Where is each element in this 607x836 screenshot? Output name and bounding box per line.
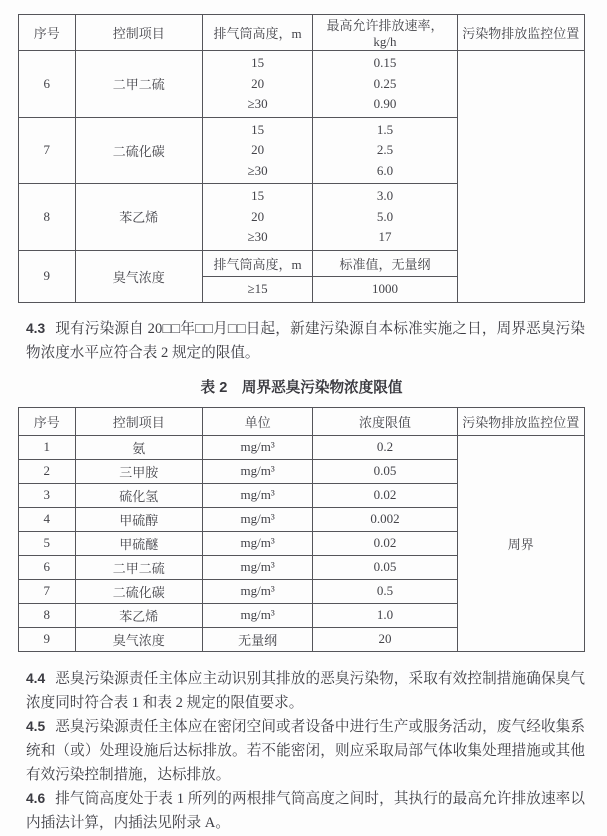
column-header: 浓度限值 [313,407,457,435]
stack-height-value: 20 [251,142,265,157]
clause-4-5 [18,715,585,787]
row-number-cell: 6 [19,555,76,579]
emission-rate-value: 2.5 [376,142,394,157]
control-item-cell: 苯乙烯 [75,603,202,627]
stack-height-value: 15 [251,188,265,203]
table-2-title: 表 2 周界恶臭污染物浓度限值 [200,379,403,396]
emission-rate-value: 3.0 [376,188,394,203]
column-header: 序号 [19,407,76,435]
table-row [19,435,585,459]
unit-cell: mg/m³ [202,579,312,603]
table-1-header-row [19,15,585,51]
limit-cell: 1.0 [313,603,457,627]
control-item-cell: 臭气浓度 [75,627,202,651]
row-number-cell: 3 [19,483,76,507]
emission-rate-value: 0.25 [373,75,397,91]
emission-rate-value: 6.0 [376,162,394,178]
emission-rate-value: 0.15 [373,55,397,70]
limit-cell: 20 [313,627,457,651]
odor-subheader-value: 标准值，无量纲 [313,250,457,276]
control-item-cell: 二甲二硫 [75,555,202,579]
clause-4-4 [18,667,585,715]
unit-cell: mg/m³ [202,531,312,555]
control-item-cell: 硫化氢 [75,483,202,507]
stack-height-value: ≥30 [247,162,268,178]
table-2-concentration-limits [18,407,585,652]
unit-cell: mg/m³ [202,603,312,627]
control-item-cell: 臭气浓度 [75,250,202,302]
table-1-emission-rates [18,14,585,303]
emission-rate-value: 17 [378,229,392,244]
row-number-cell: 8 [19,603,76,627]
emission-rate-value: 0.90 [373,96,397,111]
stack-height-value: 15 [251,121,265,137]
unit-cell: mg/m³ [202,483,312,507]
control-item-cell: 二硫化碳 [75,117,202,184]
limit-cell: 0.02 [313,531,457,555]
clause-number: 4.6 [26,790,46,806]
stack-height-value: ≥30 [247,229,268,244]
clause-text: 恶臭污染源责任主体应在密闭空间或者设备中进行生产或服务活动，废气经收集系统和（或）处理设施后达标排放。若不能密闭，则应采取局部气体收集处理措施或其他有效污染控制措施，达标排放。 [26,718,585,783]
unit-cell: mg/m³ [202,435,312,459]
clause-4-3 [18,317,585,365]
emission-rate-value: 1.5 [376,121,394,137]
limit-cell: 0.5 [313,579,457,603]
row-number-cell: 5 [19,531,76,555]
row-number-cell: 2 [19,459,76,483]
row-number-cell: 8 [19,184,76,251]
row-number-cell: 4 [19,507,76,531]
stack-heights-cell [202,117,312,184]
unit-cell: 无量纲 [202,627,312,651]
control-item-cell: 氨 [75,435,202,459]
control-item-cell: 二甲二硫 [75,51,202,118]
clause-text: 排气筒高度处于表 1 所列的两根排气筒高度之间时，其执行的最高允许排放速率以内插法计算，内插法见附录 A。 [26,790,585,831]
control-item-cell: 三甲胺 [75,459,202,483]
clause-4-6 [18,787,585,835]
column-header: 排气筒高度，m [202,15,312,51]
emission-rates-cell [313,184,457,251]
limit-cell: 0.2 [313,435,457,459]
emission-rates-cell [313,51,457,118]
odor-subheader-height: 排气筒高度，m [202,250,312,276]
control-item-cell: 二硫化碳 [75,579,202,603]
unit-cell: mg/m³ [202,555,312,579]
unit-cell: mg/m³ [202,459,312,483]
stack-heights-cell [202,184,312,251]
clause-number: 4.5 [26,718,46,734]
stack-height-value: ≥30 [247,96,268,111]
monitor-location-cell: 周界 [457,435,584,651]
limit-cell: 0.05 [313,555,457,579]
monitor-location-cell [457,51,584,303]
control-item-cell: 苯乙烯 [75,184,202,251]
unit-cell: mg/m³ [202,507,312,531]
row-number-cell: 7 [19,117,76,184]
row-number-cell: 7 [19,579,76,603]
odor-height-value: ≥15 [202,276,312,302]
row-number-cell: 1 [19,435,76,459]
stack-height-value: 20 [251,75,265,91]
odor-standard-value: 1000 [313,276,457,302]
row-number-cell: 9 [19,627,76,651]
stack-heights-cell [202,51,312,118]
limit-cell: 0.02 [313,483,457,507]
clause-number: 4.4 [26,670,46,686]
control-item-cell: 甲硫醚 [75,531,202,555]
column-header: 序号 [19,15,76,51]
table-row [19,51,585,118]
stack-height-value: 20 [251,208,265,224]
limit-cell: 0.05 [313,459,457,483]
emission-rate-value: 5.0 [376,208,394,224]
column-header: 控制项目 [75,15,202,51]
clause-text: 恶臭污染源责任主体应主动识别其排放的恶臭污染物，采取有效控制措施确保臭气浓度同时符合表 1 和表 2 规定的限值要求。 [26,670,585,711]
column-header: 单位 [202,407,312,435]
emission-rates-cell [313,117,457,184]
stack-height-value: 15 [251,55,265,70]
row-number-cell: 9 [19,250,76,302]
column-header: 污染物排放监控位置 [457,15,584,51]
row-number-cell: 6 [19,51,76,118]
column-header: 最高允许排放速率，kg/h [313,15,457,51]
column-header: 污染物排放监控位置 [457,407,584,435]
clause-number: 4.3 [26,320,46,336]
table-2-header-row [19,407,585,435]
control-item-cell: 甲硫醇 [75,507,202,531]
column-header: 控制项目 [75,407,202,435]
limit-cell: 0.002 [313,507,457,531]
clause-text: 现有污染源自 20□□年□□月□□日起，新建污染源自本标准实施之日，周界恶臭污染物浓度水平应符合表 2 规定的限值。 [26,320,585,361]
